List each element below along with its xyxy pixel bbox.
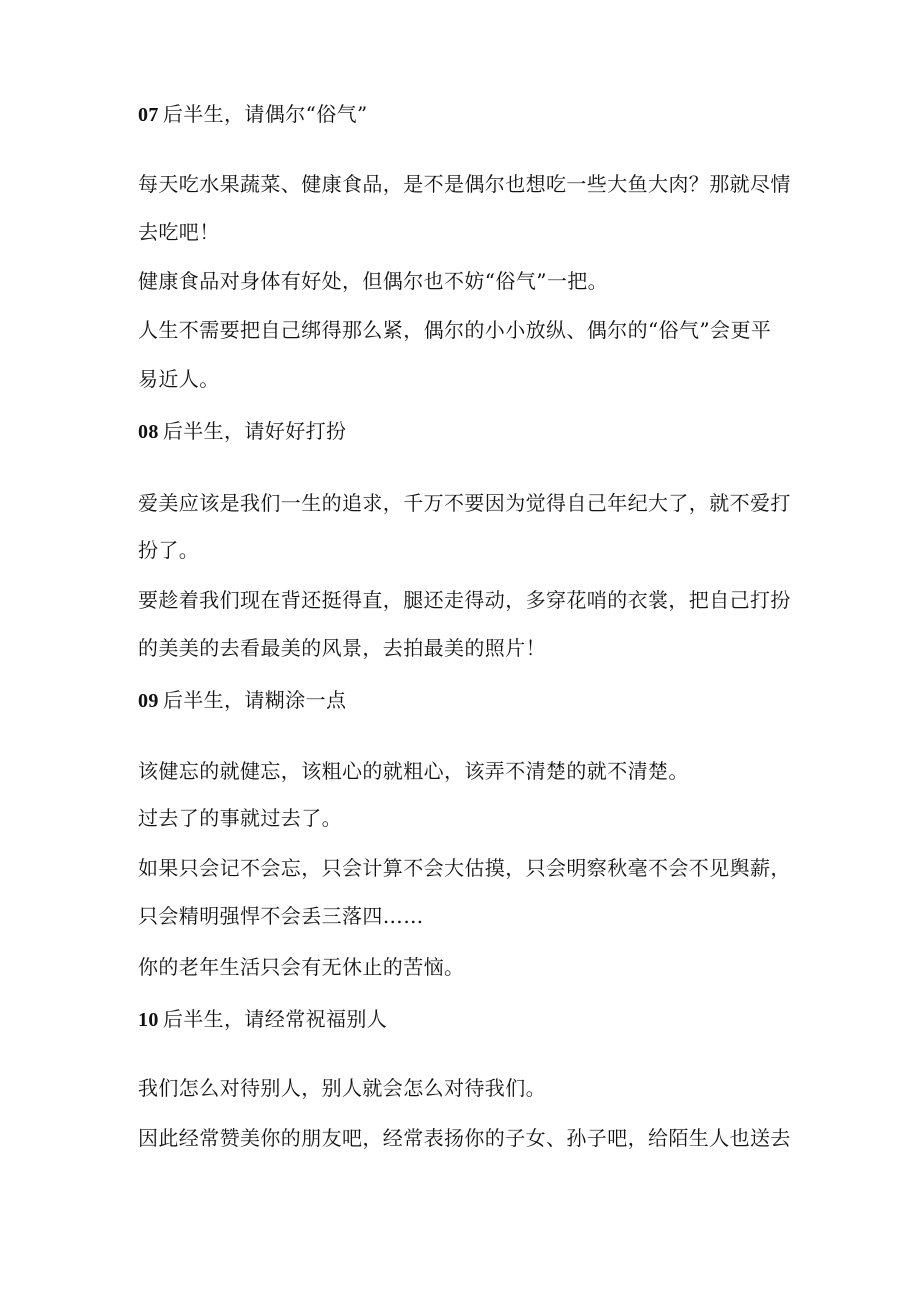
section-title: 后半生，请经常祝福别人 (162, 1007, 388, 1031)
paragraph-line: 易近人。 (138, 367, 220, 391)
section-number: 09 (138, 690, 159, 712)
section-09-heading (138, 686, 788, 715)
paragraph-line: 你的老年生活只会有无休止的苦恼。 (138, 955, 465, 979)
paragraph-line: 要趁着我们现在背还挺得直，腿还走得动，多穿花哨的衣裳，把自己打扮 (138, 588, 791, 612)
section-number: 10 (138, 1009, 159, 1031)
paragraph-line: 扮了。 (138, 538, 200, 562)
section-number: 08 (138, 421, 159, 443)
paragraph-line: 去吃吧！ (138, 220, 220, 244)
paragraph-line: 如果只会记不会忘，只会计算不会大估摸，只会明察秋毫不会不见舆薪， (138, 856, 791, 880)
paragraph-line: 人生不需要把自己绑得那么紧，偶尔的小小放纵、偶尔的“俗气”会更平 (138, 318, 772, 342)
section-title: 后半生，请糊涂一点 (162, 688, 347, 712)
paragraph-line: 我们怎么对待别人，别人就会怎么对待我们。 (138, 1076, 546, 1100)
paragraph-line: 过去了的事就过去了。 (138, 806, 342, 830)
paragraph-line: 爱美应该是我们一生的追求，千万不要因为觉得自己年纪大了，就不爱打 (138, 491, 791, 515)
paragraph-line: 的美美的去看最美的风景，去拍最美的照片！ (138, 636, 546, 660)
section-07-heading (138, 100, 788, 129)
paragraph-line: 每天吃水果蔬菜、健康食品，是不是偶尔也想吃一些大鱼大肉？那就尽情 (138, 172, 791, 196)
paragraph-line: 健康食品对身体有好处，但偶尔也不妨“俗气”一把。 (138, 269, 609, 293)
section-10-heading (138, 1005, 788, 1034)
paragraph-line: 只会精明强悍不会丢三落四…… (138, 904, 424, 928)
section-08-heading (138, 417, 788, 446)
paragraph-line: 因此经常赞美你的朋友吧，经常表扬你的子女、孙子吧，给陌生人也送去 (138, 1126, 791, 1150)
section-title: 后半生，请偶尔“俗气” (162, 102, 368, 126)
paragraph-line: 该健忘的就健忘，该粗心的就粗心，该弄不清楚的就不清楚。 (138, 759, 689, 783)
section-number: 07 (138, 104, 159, 126)
section-title: 后半生，请好好打扮 (162, 419, 347, 443)
